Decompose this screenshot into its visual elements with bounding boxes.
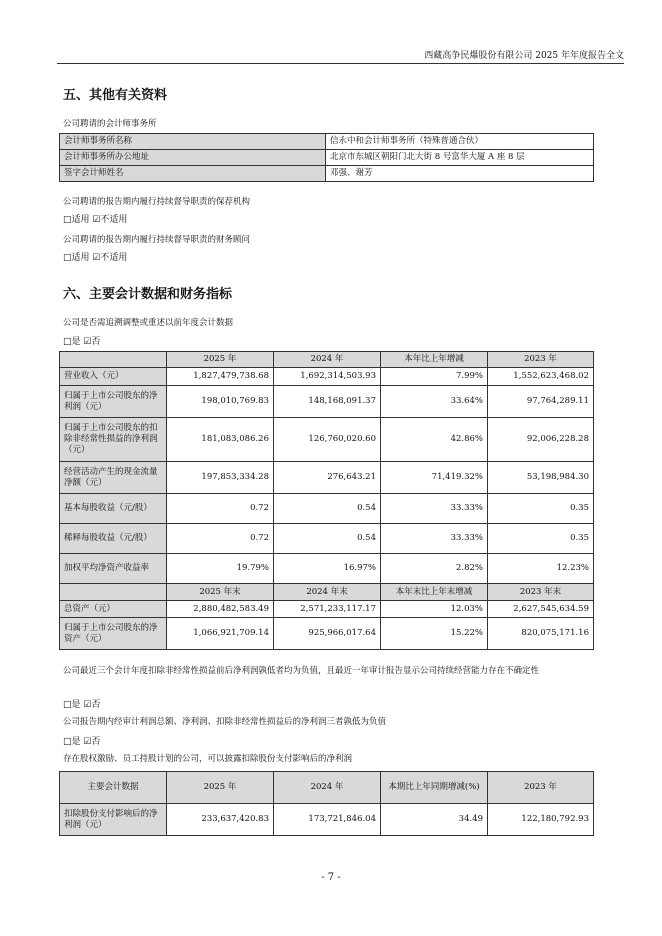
header-cell: 2023 年 <box>488 352 594 368</box>
value-cell: 34.49 <box>381 804 488 836</box>
header-cell: 2024 年 <box>274 772 381 804</box>
header-cell: 本年比上年增减 <box>381 352 488 368</box>
table-row <box>60 601 594 618</box>
header-cell <box>60 584 167 601</box>
header-cell: 2023 年末 <box>488 584 594 601</box>
financial-table <box>59 351 594 650</box>
table-row <box>60 524 594 554</box>
value-cell: 7.99% <box>381 368 488 386</box>
table-row <box>60 386 594 418</box>
value-cell: 1,827,479,738.68 <box>167 368 274 386</box>
auditor-value: 邓强、谢芳 <box>326 166 594 182</box>
value-cell: 53,198,984.30 <box>488 462 594 494</box>
value-cell: 2.82% <box>381 554 488 584</box>
value-cell: 198,010,769.83 <box>167 386 274 418</box>
section6-title: 六、主要会计数据和财务指标 <box>63 287 233 302</box>
incentive-table <box>59 771 594 836</box>
incentive-text: 存在股权激励、员工持股计划的公司，可以披露扣除股份支付影响后的净利润 <box>63 754 353 764</box>
value-cell: 1,066,921,709.14 <box>167 618 274 650</box>
value-cell: 126,760,020.60 <box>274 418 381 462</box>
value-cell: 0.72 <box>167 494 274 524</box>
negative-text: 公司最近三个会计年度扣除非经常性损益前后净利润孰低者均为负值，且最近一年审计报告显示公司持续经营能力存在不确定性 <box>63 666 540 676</box>
header-cell: 2024 年末 <box>274 584 381 601</box>
table-row <box>60 554 594 584</box>
table-row <box>60 494 594 524</box>
restate-check: □是 ☑否 <box>63 337 101 347</box>
auditor-label: 会计师事务所名称 <box>60 134 326 150</box>
value-cell: 173,721,846.04 <box>274 804 381 836</box>
header-cell: 2023 年 <box>488 772 594 804</box>
value-cell: 1,692,314,503.93 <box>274 368 381 386</box>
value-cell: 97,764,289.11 <box>488 386 594 418</box>
table-header-row <box>60 584 594 601</box>
value-cell: 71,419.32% <box>381 462 488 494</box>
header-cell: 2025 年 <box>167 352 274 368</box>
header-cell: 本期比上年同期增减(%) <box>381 772 488 804</box>
table-row <box>60 618 594 650</box>
auditor-row <box>60 150 594 166</box>
page-number: - 7 - <box>321 872 341 883</box>
table-row <box>60 462 594 494</box>
row-label: 基本每股收益（元/股） <box>60 494 167 524</box>
table-row <box>60 368 594 386</box>
value-cell: 33.64% <box>381 386 488 418</box>
row-label: 稀释每股收益（元/股） <box>60 524 167 554</box>
value-cell: 233,637,420.83 <box>167 804 274 836</box>
row-label: 经营活动产生的现金流量净额（元） <box>60 462 167 494</box>
value-cell: 92,006,228.28 <box>488 418 594 462</box>
table-header-row <box>60 352 594 368</box>
value-cell: 148,168,091.37 <box>274 386 381 418</box>
row-label: 归属于上市公司股东的净资产（元） <box>60 618 167 650</box>
value-cell: 276,643.21 <box>274 462 381 494</box>
table-row <box>60 804 594 836</box>
row-label: 归属于上市公司股东的净利润（元） <box>60 386 167 418</box>
value-cell: 122,180,792.93 <box>488 804 594 836</box>
auditor-label: 签字会计师姓名 <box>60 166 326 182</box>
lowest-check: □是 ☑否 <box>63 737 101 747</box>
value-cell: 19.79% <box>167 554 274 584</box>
value-cell: 0.35 <box>488 524 594 554</box>
auditor-value: 北京市东城区朝阳门北大街 8 号富华大厦 A 座 8 层 <box>326 150 594 166</box>
value-cell: 0.35 <box>488 494 594 524</box>
value-cell: 2,571,233,117.17 <box>274 601 381 618</box>
header-cell <box>60 352 167 368</box>
value-cell: 33.33% <box>381 494 488 524</box>
value-cell: 15.22% <box>381 618 488 650</box>
header-cell: 本年末比上年末增减 <box>381 584 488 601</box>
auditor-intro: 公司聘请的会计师事务所 <box>63 119 157 129</box>
header-cell: 主要会计数据 <box>60 772 167 804</box>
value-cell: 197,853,334.28 <box>167 462 274 494</box>
auditor-table <box>59 133 594 182</box>
value-cell: 1,552,623,468.02 <box>488 368 594 386</box>
advisor-text: 公司聘请的报告期内履行持续督导职责的财务顾问 <box>63 235 251 245</box>
table-row <box>60 418 594 462</box>
restate-text: 公司是否需追溯调整或重述以前年度会计数据 <box>63 318 234 328</box>
row-label: 总资产（元） <box>60 601 167 618</box>
sponsor-text: 公司聘请的报告期内履行持续督导职责的保荐机构 <box>63 197 251 207</box>
advisor-check: □适用 ☑不适用 <box>63 253 128 263</box>
table-header-row <box>60 772 594 804</box>
value-cell: 12.03% <box>381 601 488 618</box>
auditor-row <box>60 134 594 150</box>
value-cell: 12.23% <box>488 554 594 584</box>
document-header: 西藏高争民爆股份有限公司 2025 年年度报告全文 <box>424 51 624 61</box>
value-cell: 0.72 <box>167 524 274 554</box>
header-divider <box>57 63 624 64</box>
value-cell: 33.33% <box>381 524 488 554</box>
row-label: 加权平均净资产收益率 <box>60 554 167 584</box>
value-cell: 42.86% <box>381 418 488 462</box>
value-cell: 2,627,545,634.59 <box>488 601 594 618</box>
auditor-value: 信永中和会计师事务所（特殊普通合伙） <box>326 134 594 150</box>
value-cell: 820,075,171.16 <box>488 618 594 650</box>
value-cell: 0.54 <box>274 524 381 554</box>
auditor-label: 会计师事务所办公地址 <box>60 150 326 166</box>
header-cell: 2025 年末 <box>167 584 274 601</box>
value-cell: 0.54 <box>274 494 381 524</box>
value-cell: 2,880,482,583.49 <box>167 601 274 618</box>
value-cell: 16.97% <box>274 554 381 584</box>
row-label: 扣除股份支付影响后的净利润（元） <box>60 804 167 836</box>
sponsor-check: □适用 ☑不适用 <box>63 215 128 225</box>
row-label: 营业收入（元） <box>60 368 167 386</box>
negative-check: □是 ☑否 <box>63 700 101 710</box>
row-label: 归属于上市公司股东的扣除非经常性损益的净利润（元） <box>60 418 167 462</box>
header-cell: 2025 年 <box>167 772 274 804</box>
value-cell: 181,083,086.26 <box>167 418 274 462</box>
lowest-text: 公司报告期内经审计利润总额、净利润、扣除非经常性损益后的净利润三者孰低为负值 <box>63 717 387 727</box>
auditor-row <box>60 166 594 182</box>
header-cell: 2024 年 <box>274 352 381 368</box>
value-cell: 925,966,017.64 <box>274 618 381 650</box>
section5-title: 五、其他有关资料 <box>63 88 168 103</box>
